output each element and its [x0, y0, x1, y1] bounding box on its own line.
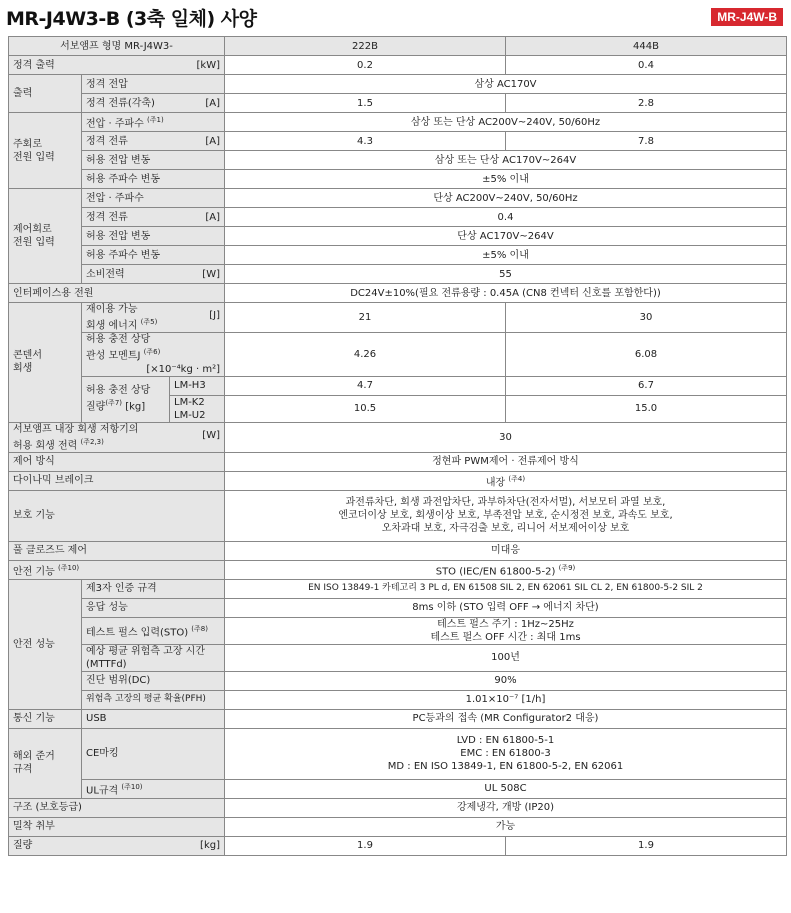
row-label: 허용 충전 상당 관성 모멘트J $^{(주6)}$ [×10⁻⁴kg · m²]: [82, 333, 225, 376]
row-label: 허용 주파수 변동: [82, 246, 225, 265]
cell-value: EN ISO 13849-1 카테고리 3 PL d, EN 61508 SIL 2, EN 62061 SIL CL 2, EN 61800-5-2 SIL 2: [225, 579, 787, 598]
cell-value: 0.2: [225, 56, 506, 75]
cell-value: 4.26: [225, 333, 506, 376]
row-label: 허용 전압 변동: [82, 227, 225, 246]
row-label: CE마킹: [82, 728, 225, 779]
cell-value: 30: [225, 422, 787, 452]
row-label: 예상 평균 위험측 고장 시간 (MTTFd): [82, 644, 225, 671]
cell-value: 정현파 PWM제어 · 전류제어 방식: [225, 452, 787, 471]
table-row: [9, 246, 787, 265]
row-label: 진단 범위(DC): [82, 671, 225, 690]
cell-value: 21: [225, 303, 506, 333]
cell-value: DC24V±10%(필요 전류용량 : 0.45A (CN8 컨넥터 신호를 포함한다)): [225, 284, 787, 303]
group-label: 안전 성능: [9, 579, 82, 709]
row-label: 인터페이스용 전원: [9, 284, 225, 303]
table-row: [9, 94, 787, 113]
row-label: 전압 · 주파수 $^{(주1)}$: [82, 113, 225, 132]
row-label: UL규격 $^{(주10)}$: [82, 779, 225, 798]
table-row: [9, 333, 787, 376]
row-label: 위험측 고장의 평균 확율(PFH): [82, 690, 225, 709]
table-row: [9, 75, 787, 94]
table-row: [9, 56, 787, 75]
cell-value: 삼상 AC170V: [225, 75, 787, 94]
table-row: [9, 471, 787, 490]
row-label: 허용 전압 변동: [82, 151, 225, 170]
table-row: [9, 598, 787, 617]
table-row: [9, 690, 787, 709]
group-label: 해외 준거 규격: [9, 728, 82, 798]
row-label: 정격 출력 [kW]: [9, 56, 225, 75]
cell-value: 삼상 또는 단상 AC200V~240V, 50/60Hz: [225, 113, 787, 132]
cell-value: UL 508C: [225, 779, 787, 798]
cell-value: 4.7: [225, 376, 506, 395]
table-row: [9, 644, 787, 671]
cell-value: 2.8: [506, 94, 787, 113]
cell-value: 6.7: [506, 376, 787, 395]
table-row: [9, 817, 787, 836]
table-row: [9, 836, 787, 855]
row-label: 응답 성능: [82, 598, 225, 617]
table-row: [9, 617, 787, 644]
cell-value: 단상 AC200V~240V, 50/60Hz: [225, 189, 787, 208]
cell-value: 가능: [225, 817, 787, 836]
page-title: MR-J4W3-B (3축 일체) 사양: [6, 8, 257, 30]
row-label: 소비전력 [W]: [82, 265, 225, 284]
cell-value: 테스트 펄스 주기 : 1Hz~25Hz 테스트 펄스 OFF 시간 : 최대 1ms: [225, 617, 787, 644]
table-row: [9, 671, 787, 690]
cell-value: ±5% 이내: [225, 170, 787, 189]
cell-value: 0.4: [506, 56, 787, 75]
model-badge: MR-J4W-B: [711, 8, 783, 26]
cell-value: 1.9: [506, 836, 787, 855]
row-label: 테스트 펄스 입력(STO) $^{(주8)}$: [82, 617, 225, 644]
cell-value: 내장 $^{(주4)}$: [225, 471, 787, 490]
cell-value: 미대응: [225, 541, 787, 560]
table-row: [9, 709, 787, 728]
row-label: 정격 전류 [A]: [82, 208, 225, 227]
cell-value: 55: [225, 265, 787, 284]
cell-value: 6.08: [506, 333, 787, 376]
table-row: [9, 208, 787, 227]
cell-value: 10.5: [225, 395, 506, 422]
group-label: 주회로 전원 입력: [9, 113, 82, 189]
row-label: 전압 · 주파수: [82, 189, 225, 208]
cell-value: 강제냉각, 개방 (IP20): [225, 798, 787, 817]
table-row: [9, 284, 787, 303]
row-label: USB: [82, 709, 225, 728]
table-row: [9, 422, 787, 452]
row-label: 안전 기능 $^{(주10)}$: [9, 560, 225, 579]
cell-value: ±5% 이내: [225, 246, 787, 265]
cell-value: 7.8: [506, 132, 787, 151]
row-label: 정격 전류(각축) [A]: [82, 94, 225, 113]
table-row: [9, 560, 787, 579]
cell-value: 100년: [225, 644, 787, 671]
cell-value: 15.0: [506, 395, 787, 422]
table-row: [9, 490, 787, 541]
table-row: [9, 113, 787, 132]
cell-value: LVD : EN 61800-5-1 EMC : EN 61800-3 MD : EN ISO 13849-1, EN 61800-5-2, EN 62061: [225, 728, 787, 779]
cell-value: 0.4: [225, 208, 787, 227]
cell-value: PC등과의 접속 (MR Configurator2 대응): [225, 709, 787, 728]
table-row: [9, 541, 787, 560]
row-label: 허용 주파수 변동: [82, 170, 225, 189]
cell-value: 90%: [225, 671, 787, 690]
table-row: [9, 227, 787, 246]
cell-value: 1.5: [225, 94, 506, 113]
table-header-row: [9, 37, 787, 56]
row-label: 제3자 인증 규격: [82, 579, 225, 598]
group-label: 제어회로 전원 입력: [9, 189, 82, 284]
table-row: [9, 728, 787, 779]
cell-value: 과전류차단, 회생 과전압차단, 과부하차단(전자서멀), 서보모터 과열 보호, 엔코더이상 보호, 회생이상 보호, 부족전압 보호, 순시정전 보호, 과속도 보호, 오차과대 보호, 자극검출 보호, 리니어 서보제어이상 보호: [225, 490, 787, 541]
row-label: 풀 클로즈드 제어: [9, 541, 225, 560]
table-row: [9, 452, 787, 471]
cell-value: 단상 AC170V~264V: [225, 227, 787, 246]
cell-value: 8ms 이하 (STO 입력 OFF → 에너지 차단): [225, 598, 787, 617]
header-col-222b: 222B: [225, 37, 506, 56]
row-sublabel: LM-K2 LM-U2: [170, 395, 225, 422]
row-label: 다이나믹 브레이크: [9, 471, 225, 490]
row-label: [J] 재이용 가능 회생 에너지 $^{(주5)}$: [82, 303, 225, 333]
row-label: [W] 서보앰프 내장 회생 저항기의 허용 회생 전력 $^{(주2,3)}$: [9, 422, 225, 452]
table-row: [9, 132, 787, 151]
header-model-label: 서보앰프 형명 MR-J4W3-: [9, 37, 225, 56]
row-sublabel: LM-H3: [170, 376, 225, 395]
table-row: [9, 265, 787, 284]
cell-value: 삼상 또는 단상 AC170V~264V: [225, 151, 787, 170]
cell-value: 1.01×10⁻⁷ [1/h]: [225, 690, 787, 709]
table-row: [9, 151, 787, 170]
cell-value: 4.3: [225, 132, 506, 151]
table-row: [9, 579, 787, 598]
group-label: 통신 기능: [9, 709, 82, 728]
group-label: 출력: [9, 75, 82, 113]
row-label: 허용 충전 상당 질량$^{(주7)}$ [kg]: [82, 376, 170, 422]
cell-value: STO (IEC/EN 61800-5-2) $^{(주9)}$: [225, 560, 787, 579]
row-label: 밀착 취부: [9, 817, 225, 836]
row-label: 제어 방식: [9, 452, 225, 471]
table-row: [9, 303, 787, 333]
spec-table: [8, 36, 787, 856]
row-label: 구조 (보호등급): [9, 798, 225, 817]
cell-value: 30: [506, 303, 787, 333]
table-row: [9, 798, 787, 817]
table-row: [9, 189, 787, 208]
table-row: [9, 376, 787, 395]
row-label: 질량 [kg]: [9, 836, 225, 855]
table-row: [9, 170, 787, 189]
cell-value: 1.9: [225, 836, 506, 855]
row-label: 보호 기능: [9, 490, 225, 541]
table-row: [9, 779, 787, 798]
row-label: 정격 전류 [A]: [82, 132, 225, 151]
row-label: 정격 전압: [82, 75, 225, 94]
header-col-444b: 444B: [506, 37, 787, 56]
group-label: 콘덴서 회생: [9, 303, 82, 423]
